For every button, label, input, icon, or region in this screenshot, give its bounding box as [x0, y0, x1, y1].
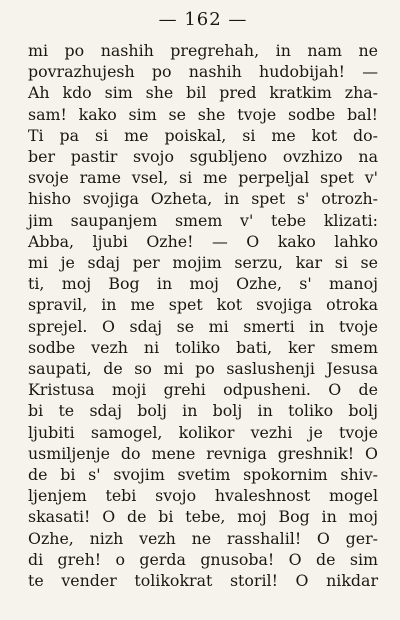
- text-line: skasati! O de bi tebe, moj Bog in moj: [28, 507, 378, 527]
- text-line: bi te sdaj bolj in bolj in toliko bolj: [28, 401, 378, 421]
- text-line: mi po nashih pregrehah, in nam ne: [28, 41, 378, 60]
- text-line: te vender tolikokrat storil! O nikdar: [28, 571, 378, 591]
- text-line: svoje rame vsel, si me perpeljal spet v': [28, 168, 378, 188]
- text-line: jim saupanjem smem v' tebe klizati:: [28, 210, 378, 230]
- text-line: ti, moj Bog in moj Ozhe, s' manoj: [28, 274, 378, 294]
- text-line: Kristusa moji grehi odpusheni. O de: [28, 380, 378, 400]
- text-line: usmiljenje do mene revniga greshnik! O: [28, 443, 378, 463]
- text-line: sprejel. O sdaj se mi smerti in tvoje: [28, 316, 378, 336]
- text-line: Ah kdo sim she bil pred kratkim zha-: [28, 83, 378, 103]
- page-number: — 162 —: [158, 9, 248, 30]
- text-line: Abba, ljubi Ozhe! — O kako lahko: [28, 231, 378, 251]
- text-line: hisho svojiga Ozheta, in spet s' otrozh-: [28, 189, 378, 209]
- text-line: Ti pa si me poiskal, si me kot do-: [28, 125, 378, 145]
- text-line: povrazhujesh po nashih hudobijah! —: [28, 62, 378, 82]
- body-text: [28, 40, 378, 591]
- text-line: ljenjem tebi svojo hvaleshnost mogel: [28, 486, 378, 506]
- text-line: spravil, in me spet kot svojiga otroka: [28, 295, 378, 315]
- text-line: ber pastir svojo sgubljeno ovzhizo na: [28, 147, 378, 167]
- text-line: de bi s' svojim svetim spokornim shiv-: [28, 465, 378, 485]
- text-line: di greh! o gerda gnusoba! O de sim: [28, 549, 378, 569]
- text-line: ljubiti samogel, kolikor vezhi je tvoje: [28, 422, 378, 442]
- text-line: sam! kako sim se she tvoje sodbe bal!: [28, 104, 378, 124]
- text-line: mi je sdaj per mojim serzu, kar si se: [28, 253, 378, 273]
- text-line: Ozhe, nizh vezh ne rasshalil! O ger-: [28, 528, 378, 548]
- text-line: sodbe vezh ni toliko bati, ker smem: [28, 337, 378, 357]
- text-line: saupati, de so mi po saslushenji Jesusa: [28, 359, 378, 379]
